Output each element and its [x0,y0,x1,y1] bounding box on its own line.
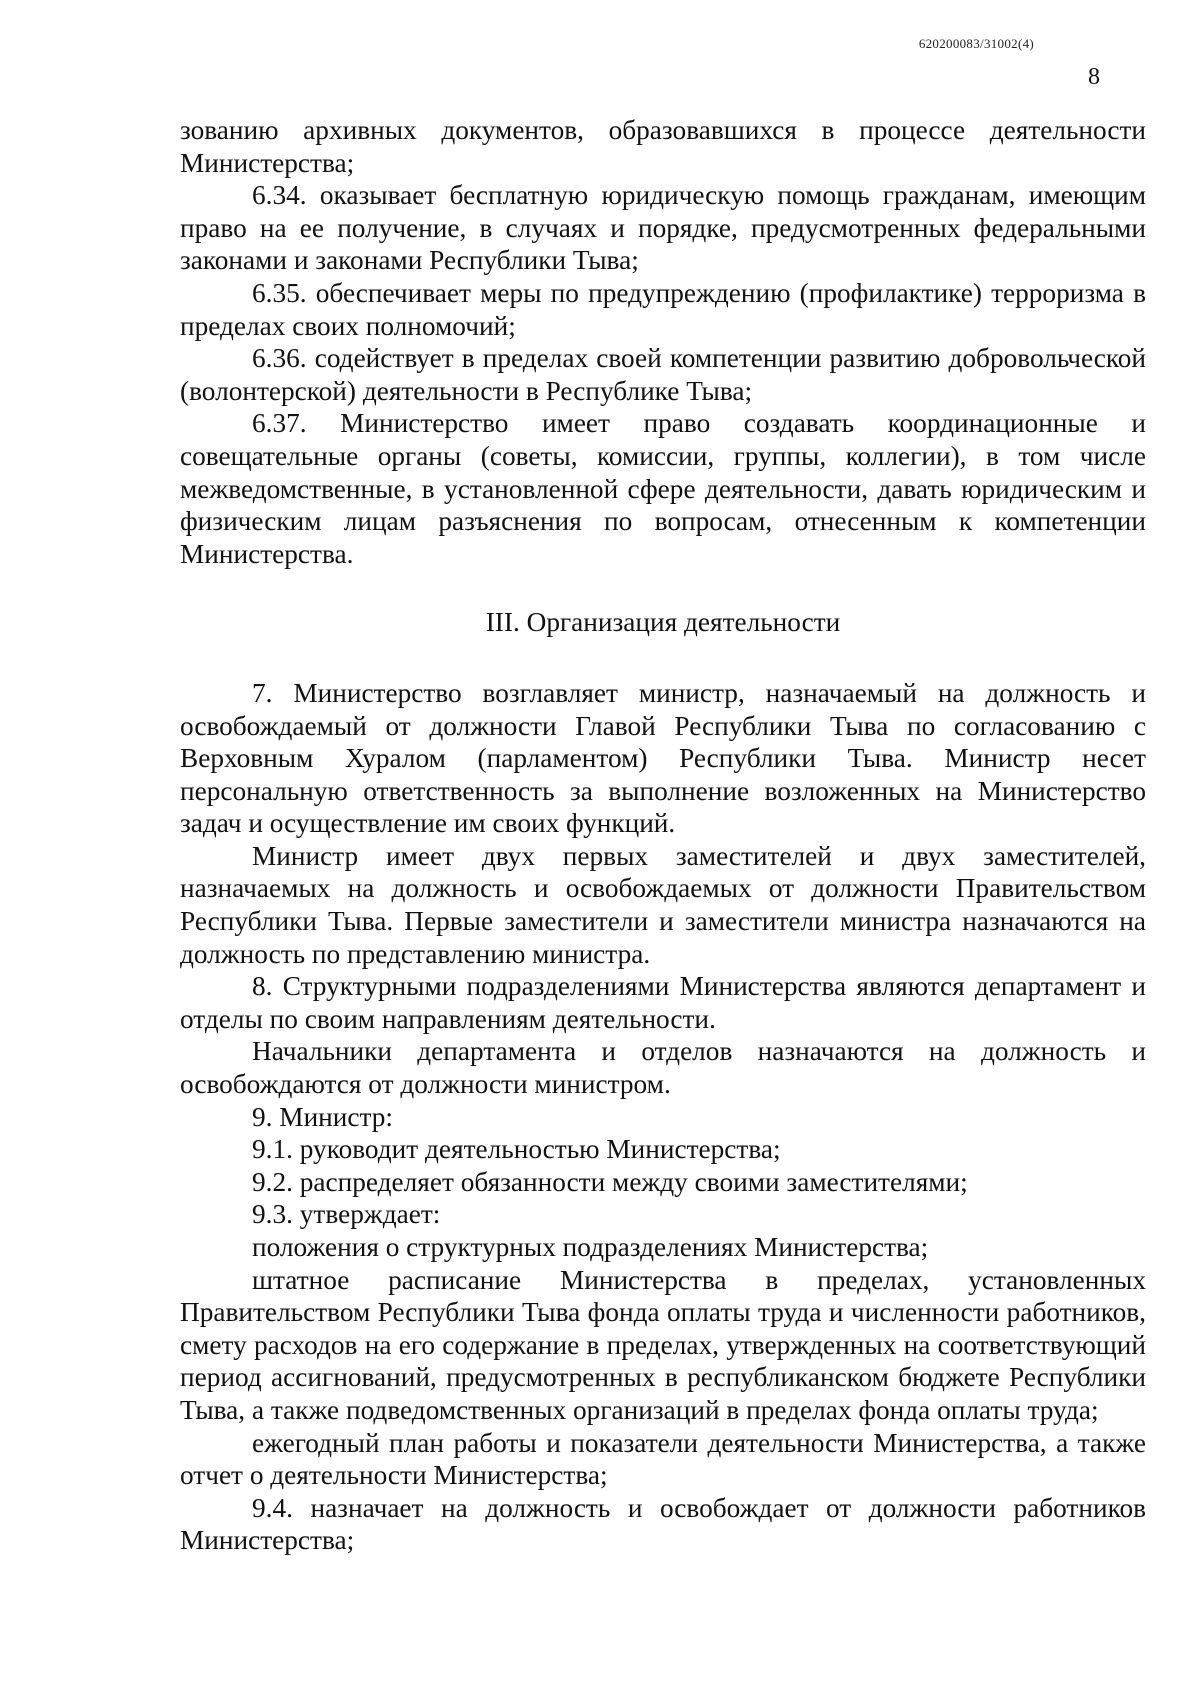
paragraph-7: 7. Министерство возглавляет министр, назначаемый на должность и освобождаемый от должности Главой Республики Тыва по согласованию с Верховным Хуралом (парламентом) Республики Тыва. Министр несет персональную ответственность за выполнение возложенных на Министерство задач и осуществление им своих функций. [180,677,1146,839]
paragraph-6-35: 6.35. обеспечивает меры по предупреждению (профилактике) терроризма в пределах своих полномочий; [180,277,1146,341]
paragraph-9-3-regulations: положения о структурных подразделениях Министерства; [252,1232,929,1262]
paragraph-7-deputies: Министр имеет двух первых заместителей и двух заместителей, назначаемых на должность и освобождаемых от должности Правительством Республики Тыва. Первые заместители и заместители министра назначаются на должность по представлению министра. [180,840,1146,969]
paragraph-continuation: зованию архивных документов, образовавшихся в процессе деятельности Министерства; [180,115,1146,178]
paragraph-8: 8. Структурными подразделениями Министерства являются департамент и отделы по своим направлениям деятельности. [180,971,1146,1034]
paragraph-9-3: 9.3. утверждает: [252,1199,441,1230]
paragraph-9-4: 9.4. назначает на должность и освобождает от должности работников Министерства; [180,1492,1146,1556]
paragraph-6-37: 6.37. Министерство имеет право создавать координационные и совещательные органы (советы, комиссии, группы, коллегии), в том числе межведомственные, в установленной сфере деятельности, давать юридическим и физическим лицам разъяснения по вопросам, отнесенным к компетенции Министерства. [180,408,1146,569]
paragraph-6-36: 6.36. содействует в пределах своей компетенции развитию добровольческой (волонтерской) деятельности в Республике Тыва; [180,343,1146,406]
document-code: 620200083/31002(4) [918,36,1034,51]
paragraph-9-3-staffing: штатное расписание Министерства в пределах, установленных Правительством Республики Тыва фонда оплаты труда и численности работников, смету расходов на его содержание в пределах, утвержденных на соответствующий период ассигнований, предусмотренных в республиканском бюджете Республики Тыва, а также подведомственных организаций в пределах фонда оплаты труда; [180,1264,1146,1425]
section-title: III. Организация деятельности [485,607,841,638]
paragraph-9: 9. Министр: [252,1101,394,1132]
paragraph-9-1: 9.1. руководит деятельностью Министерства; [252,1134,781,1165]
paragraph-8-heads: Начальники департамента и отделов назначаются на должность и освобождаются от должности министром. [180,1036,1146,1100]
paragraph-6-34: 6.34. оказывает бесплатную юридическую помощь гражданам, имеющим право на ее получение, в случаях и порядке, предусмотренных федеральными законами и законами Республики Тыва; [180,180,1146,276]
document-body [180,114,1146,1557]
paragraph-9-3-annual-plan: ежегодный план работы и показатели деятельности Министерства, а также отчет о деятельности Министерства; [180,1427,1146,1491]
paragraph-9-2: 9.2. распределяет обязанности между своими заместителями; [252,1166,968,1197]
page-number: 8 [1088,64,1100,90]
